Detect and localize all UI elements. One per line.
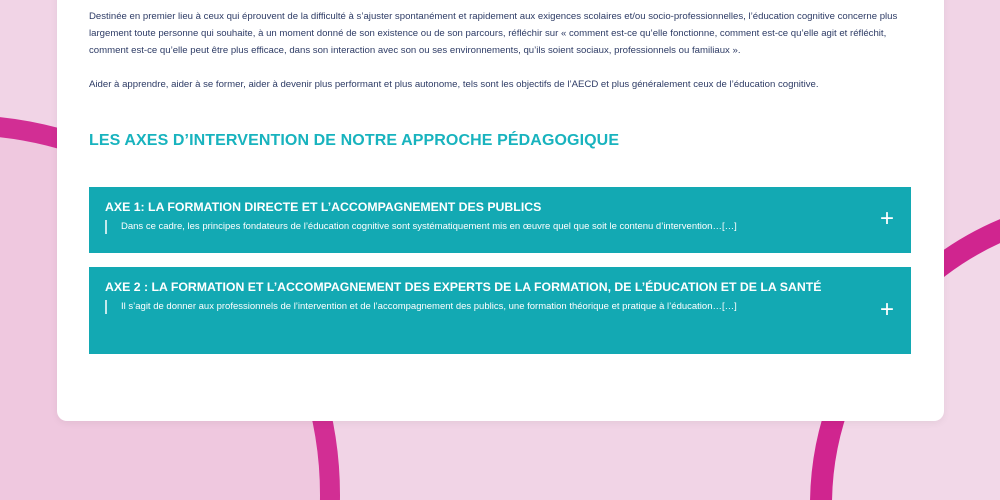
axis-2-description: Il s’agit de donner aux professionnels de l’intervention et de l’accompagnement des publics, une formation théorique et pratique à l’éducation…[…] [105,300,841,314]
axis-1-accordion[interactable] [89,187,911,253]
intro-paragraph-2: Aider à apprendre, aider à se former, aider à devenir plus performant et plus autonome, tels sont les objectifs de l’AECD et plus généralement ceux de l’éducation cognitive. [89,79,819,90]
intro-text [89,8,909,110]
section-title: LES AXES D’INTERVENTION DE NOTRE APPROCHE PÉDAGOGIQUE [89,132,620,149]
plus-icon[interactable]: + [879,205,894,232]
intro-paragraph-1: Destinée en premier lieu à ceux qui éprouvent de la difficulté à s’ajuster spontanément et rapidement aux exigences scolaires et/ou socio-professionnelles, l’éducation cognitive concerne plus largement toute personne qui souhaite, à un moment donné de son existence ou de son parcours, réfléchir sur « comment est-ce qu’elle fonctionne, comment est-ce qu’elle agit et réfléchit, comment est-ce qu’elle peut être plus efficace, dans son interaction avec son ou ses environnements, qu’ils soient sociaux, professionnels ou familiaux ». [89,11,898,56]
axis-2-title: AXE 2 : LA FORMATION ET L’ACCOMPAGNEMENT DES EXPERTS DE LA FORMATION, DE L’ÉDUCATION ET DE LA SANTÉ [105,280,822,294]
plus-icon[interactable]: + [879,296,894,323]
axis-1-description: Dans ce cadre, les principes fondateurs de l’éducation cognitive sont systématiquement mis en œuvre quel que soit le contenu d’intervention…[…] [105,220,841,234]
axis-2-accordion[interactable] [89,267,911,354]
axis-1-title: AXE 1: LA FORMATION DIRECTE ET L’ACCOMPAGNEMENT DES PUBLICS [105,200,542,214]
